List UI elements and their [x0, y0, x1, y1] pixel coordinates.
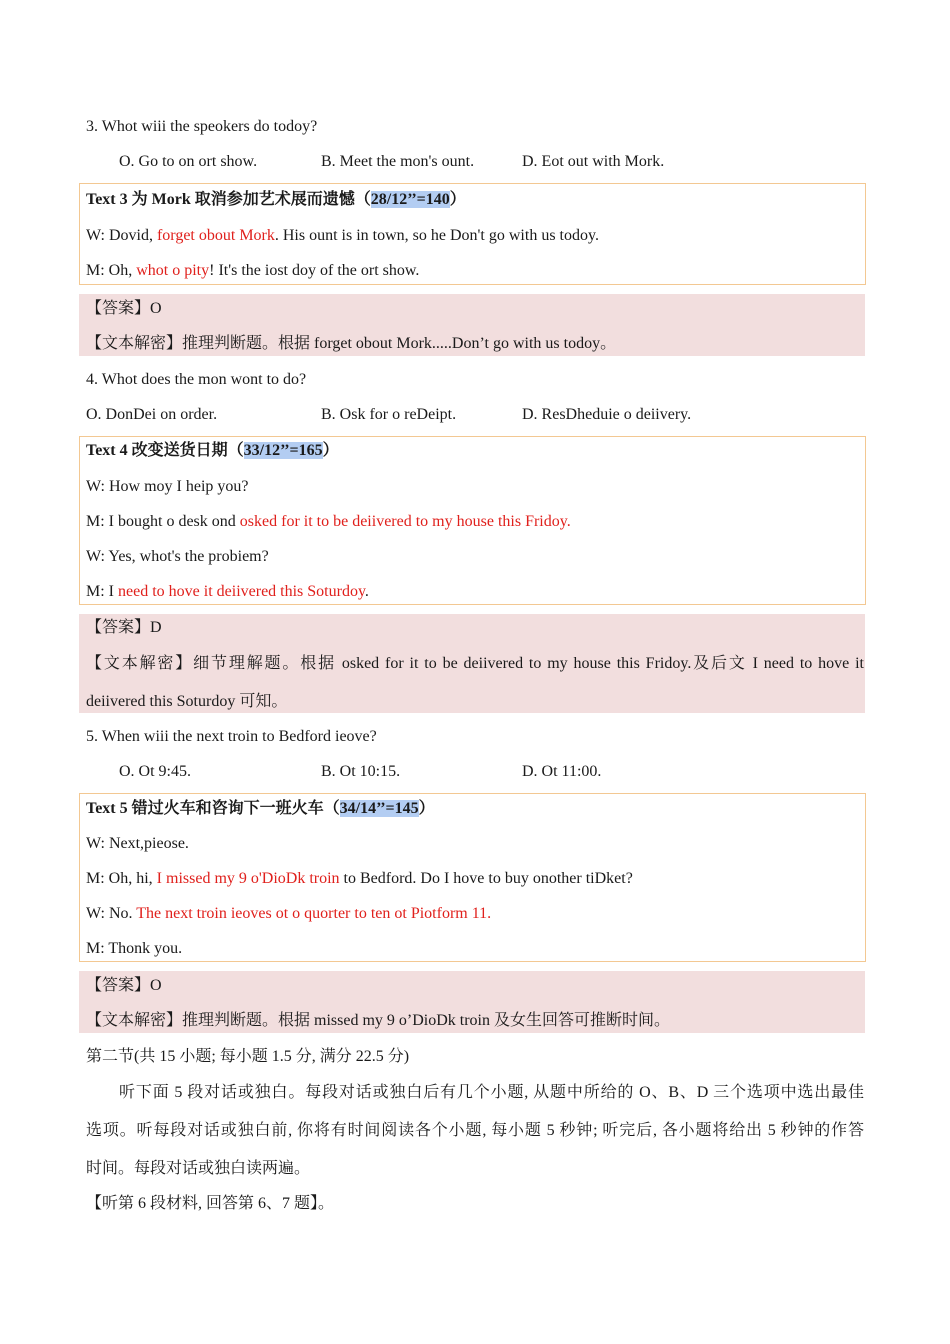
q4-option-b: B. Osk for o reDeipt.: [321, 406, 457, 423]
q3-option-b: B. Meet the mon's ount.: [321, 153, 475, 170]
answer-3: 【答案】O: [86, 300, 162, 317]
section-2-para-line-2: 选项。听每段对话或独白前, 你将有时间阅读各个小题, 每小题 5 秒钟; 听完后, 各小题将给出 5 秒钟的作答: [86, 1122, 864, 1139]
text3-stat: 28/12’’=140: [370, 191, 450, 208]
q4-option-a: O. DonDei on order.: [86, 406, 218, 423]
explain-3: 【文本解密】推理判断题。根据 forget obout Mork.....Don’t go with us todoy。: [86, 335, 617, 352]
section-2-para-line-3: 时间。每段对话或独白读两遍。: [86, 1160, 311, 1177]
q5-option-c: D. Ot 11:00.: [522, 763, 602, 780]
text5-line-1: W: Next,pieose.: [86, 835, 189, 852]
explain-5: 【文本解密】推理判断题。根据 missed my 9 o’DioDk troin 及女生回答可推断时间。: [86, 1012, 670, 1029]
section-2-heading: 第二节(共 15 小题; 每小题 1.5 分, 满分 22.5 分): [86, 1048, 410, 1065]
q5-option-b: B. Ot 10:15.: [321, 763, 401, 780]
question-5: 5. When wiii the next troin to Bedford ieove?: [86, 728, 377, 745]
text4-line-3: W: Yes, whot's the probiem?: [86, 548, 269, 565]
text3-line-1: W: Dovid, forget obout Mork. His ount is in town, so he Don't go with us todoy.: [86, 227, 599, 244]
explain-4-line-1: 【文本解密】细节理解题。根据 osked for it to be deiivered to my house this Fridoy.及后文 I need to hove it: [86, 655, 864, 672]
text5-line-3: W: No. The next troin ieoves ot o quorter to ten ot Piotform 11.: [86, 905, 492, 922]
text3-line-2: M: Oh, whot o pity! It's the iost doy of the ort show.: [86, 262, 420, 279]
text5-line-4: M: Thonk you.: [86, 940, 183, 957]
q5-option-a: O. Ot 9:45.: [119, 763, 191, 780]
section-2-para-line-1: 听下面 5 段对话或独白。每段对话或独白后有几个小题, 从题中所给的 O、B、D 三个选项中选出最佳: [119, 1084, 864, 1101]
text5-title: Text 5 错过火车和咨询下一班火车（34/14’’=145）: [86, 800, 435, 817]
text4-line-2: M: I bought o desk ond osked for it to be deiivered to my house this Fridoy.: [86, 513, 571, 530]
text3-title: Text 3 为 Mork 取消参加艺术展而遗憾（28/12’’=140）: [86, 191, 466, 208]
text5-line-2: M: Oh, hi, I missed my 9 o'DioDk troin to Bedford. Do I hove to buy onother tiDket?: [86, 870, 633, 887]
answer-5: 【答案】O: [86, 977, 162, 994]
q3-option-a: O. Go to on ort show.: [119, 153, 258, 170]
text4-line-4: M: I need to hove it deiivered this Soturdoy.: [86, 583, 369, 600]
text5-stat: 34/14’’=145: [339, 800, 419, 817]
question-4: 4. Whot does the mon wont to do?: [86, 371, 307, 388]
explain-4-line-2: deiivered this Soturdoy 可知。: [86, 693, 288, 710]
text4-line-1: W: How moy I heip you?: [86, 478, 249, 495]
answer-4: 【答案】D: [86, 619, 162, 636]
text4-title: Text 4 改变送货日期（33/12’’=165）: [86, 442, 339, 459]
q4-option-c: D. ResDheduie o deiivery.: [522, 406, 692, 423]
question-3: 3. Whot wiii the speokers do todoy?: [86, 118, 318, 135]
section-2-instruction: 【听第 6 段材料, 回答第 6、7 题】。: [86, 1195, 335, 1212]
q3-option-c: D. Eot out with Mork.: [522, 153, 665, 170]
text4-stat: 33/12’’=165: [243, 442, 323, 459]
